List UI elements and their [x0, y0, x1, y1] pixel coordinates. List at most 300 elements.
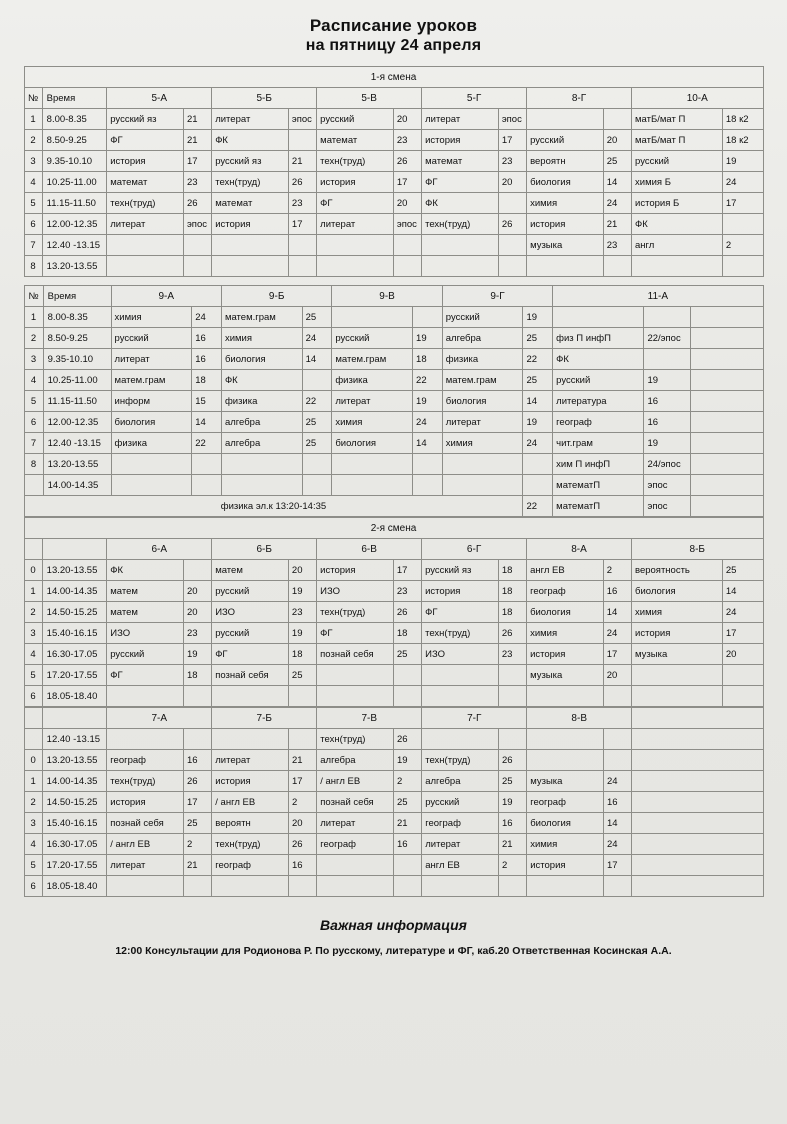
lesson-time: 14.00-14.35: [42, 581, 107, 602]
lesson-subject: [632, 665, 723, 686]
lesson-time: 8.00-8.35: [43, 307, 111, 328]
lesson-subject: [212, 256, 289, 277]
pad-cell: [632, 834, 763, 855]
lesson-subject: литерат: [332, 391, 413, 412]
lesson-subject: матем.грам: [221, 307, 302, 328]
lesson-room: [498, 235, 526, 256]
lesson-time: 13.20-13.55: [42, 560, 107, 581]
lesson-room: 17: [498, 130, 526, 151]
lesson-subject: алгебра: [221, 433, 302, 454]
lesson-subject: ФК: [221, 370, 302, 391]
class-header-5a: 5-А: [107, 88, 212, 109]
class-header-6b: 6-Б: [212, 539, 317, 560]
lesson-room: [393, 686, 421, 707]
lesson-room: 20: [183, 602, 211, 623]
lesson-room: 16: [192, 349, 222, 370]
lesson-time: 9.35-10.10: [42, 151, 107, 172]
lesson-room: 25: [302, 412, 332, 433]
lesson-subject: / англ ЕВ: [107, 834, 184, 855]
lesson-subject: биология: [632, 581, 723, 602]
lesson-subject: математ: [107, 172, 184, 193]
lesson-number: 5: [24, 391, 43, 412]
lesson-subject: русский: [111, 328, 192, 349]
lesson-room: 21: [603, 214, 631, 235]
lesson-number: 7: [24, 235, 42, 256]
lesson-room: 21: [183, 109, 211, 130]
lesson-room: 16: [644, 391, 691, 412]
lesson-number: 2: [24, 130, 42, 151]
table-row: [24, 109, 763, 130]
lesson-room: 2: [393, 771, 421, 792]
lesson-subject: [332, 454, 413, 475]
lesson-room: 2: [603, 560, 631, 581]
lesson-subject: вероятность: [632, 560, 723, 581]
lesson-subject: [221, 475, 302, 496]
lesson-subject: географ: [527, 581, 604, 602]
class-header-row-4: [24, 708, 763, 729]
lesson-room: 26: [393, 729, 421, 750]
lesson-number: 1: [24, 307, 43, 328]
lesson-room: [393, 235, 421, 256]
schedule-table-shift2-senior: [24, 707, 764, 897]
lesson-room: [192, 454, 222, 475]
lesson-time: 14.00-14.35: [43, 475, 111, 496]
lesson-number: 4: [24, 834, 42, 855]
table-row: [24, 370, 763, 391]
table-row: [24, 433, 763, 454]
lesson-subject: алгебра: [317, 750, 394, 771]
lesson-subject: географ: [553, 412, 644, 433]
lesson-subject: познай себя: [317, 792, 394, 813]
pad-cell: [691, 349, 763, 370]
lesson-subject: техн(труд): [422, 214, 499, 235]
table-row: [24, 644, 763, 665]
class-header-6a: 6-А: [107, 539, 212, 560]
lesson-room: 26: [288, 834, 316, 855]
lesson-room: 17: [288, 214, 316, 235]
schedule-table-shift1-senior: [24, 285, 764, 517]
lesson-subject: чит.грам: [553, 433, 644, 454]
lesson-number: 3: [24, 349, 43, 370]
lesson-room: 22: [523, 349, 553, 370]
shift-header-row: [24, 67, 763, 88]
lesson-room: 14: [523, 391, 553, 412]
table-row: [24, 235, 763, 256]
lesson-number: 6: [24, 686, 42, 707]
class-header-pad: [632, 708, 763, 729]
lesson-room: [498, 256, 526, 277]
lesson-subject: ФК: [553, 349, 644, 370]
lesson-room: 23: [288, 193, 316, 214]
lesson-subject: русский: [317, 109, 394, 130]
table-row: [24, 581, 763, 602]
table-row: [24, 307, 763, 328]
lesson-subject: биология: [527, 602, 604, 623]
lesson-subject: история: [317, 560, 394, 581]
lesson-room: 21: [183, 130, 211, 151]
lesson-subject: [212, 729, 289, 750]
lesson-room: 25: [498, 771, 526, 792]
lesson-room: 17: [183, 151, 211, 172]
lesson-subject: [527, 876, 604, 897]
lesson-time: 16.30-17.05: [42, 834, 107, 855]
lesson-room: 19: [393, 750, 421, 771]
lesson-time: 10.25-11.00: [43, 370, 111, 391]
lesson-subject: техн(труд): [422, 623, 499, 644]
class-header-row-3: [24, 539, 763, 560]
lesson-room: 26: [393, 602, 421, 623]
lesson-room: 26: [498, 623, 526, 644]
lesson-room: 19: [413, 328, 443, 349]
lesson-time: 14.00-14.35: [42, 771, 107, 792]
lesson-subject: русский: [442, 307, 523, 328]
lesson-room: 20: [498, 172, 526, 193]
lesson-room: [288, 686, 316, 707]
lesson-room: 22/эпос: [644, 328, 691, 349]
lesson-subject: техн(труд): [422, 750, 499, 771]
lesson-subject: музыка: [632, 644, 723, 665]
lesson-room: эпос: [183, 214, 211, 235]
lesson-time: 15.40-16.15: [42, 623, 107, 644]
lesson-subject: [332, 475, 413, 496]
lesson-room: [183, 235, 211, 256]
class-header-6v: 6-В: [317, 539, 422, 560]
lesson-room: 16: [192, 328, 222, 349]
lesson-room: 19: [288, 581, 316, 602]
lesson-room: [183, 256, 211, 277]
lesson-subject: матем: [107, 602, 184, 623]
lesson-subject: ФГ: [422, 172, 499, 193]
extra-subject: математП: [553, 496, 644, 517]
lesson-room: 25: [288, 665, 316, 686]
lesson-subject: ФК: [422, 193, 499, 214]
class-header-7g: 7-Г: [422, 708, 527, 729]
lesson-room: 16: [603, 581, 631, 602]
lesson-number: 8: [24, 256, 42, 277]
header-num-3: [24, 539, 42, 560]
class-header-9v: 9-В: [332, 286, 442, 307]
lesson-subject: матем.грам: [332, 349, 413, 370]
lesson-subject: / англ ЕВ: [212, 792, 289, 813]
lesson-room: 24/эпос: [644, 454, 691, 475]
pad-cell: [691, 475, 763, 496]
lesson-subject: биология: [111, 412, 192, 433]
lesson-room: [288, 256, 316, 277]
lesson-subject: географ: [422, 813, 499, 834]
table-row: [24, 665, 763, 686]
lesson-subject: биология: [527, 813, 604, 834]
extra-room: эпос: [644, 496, 691, 517]
lesson-room: [184, 729, 212, 750]
elective-room: 22: [523, 496, 553, 517]
lesson-subject: химия Б: [632, 172, 723, 193]
lesson-subject: ФГ: [107, 130, 184, 151]
lesson-subject: [422, 665, 499, 686]
lesson-room: 14: [413, 433, 443, 454]
lesson-time: 8.50-9.25: [42, 130, 107, 151]
lesson-subject: [107, 686, 184, 707]
title-line-1: Расписание уроков: [309, 16, 478, 35]
table-row: [24, 686, 763, 707]
lesson-room: 14: [603, 172, 631, 193]
lesson-number: 2: [24, 792, 42, 813]
lesson-subject: химия: [632, 602, 723, 623]
lesson-room: 23: [603, 235, 631, 256]
lesson-subject: биология: [527, 172, 604, 193]
lesson-subject: биология: [332, 433, 413, 454]
lesson-subject: химия: [332, 412, 413, 433]
lesson-time: 18.05-18.40: [42, 876, 107, 897]
lesson-time: 13.20-13.55: [43, 454, 111, 475]
lesson-room: 22: [302, 391, 332, 412]
lesson-room: 21: [498, 834, 526, 855]
lesson-room: 17: [603, 644, 631, 665]
lesson-subject: географ: [212, 855, 289, 876]
table-row: [24, 560, 763, 581]
lesson-room: 25: [184, 813, 212, 834]
lesson-room: 22: [413, 370, 443, 391]
lesson-subject: литерат: [317, 813, 394, 834]
lesson-subject: вероятн: [527, 151, 604, 172]
lesson-subject: [317, 665, 394, 686]
lesson-subject: физика: [111, 433, 192, 454]
lesson-room: 26: [498, 750, 526, 771]
lesson-room: [192, 475, 222, 496]
lesson-room: 2: [498, 855, 526, 876]
lesson-room: 14: [722, 581, 763, 602]
lesson-subject: алгебра: [442, 328, 523, 349]
lesson-subject: техн(труд): [212, 172, 289, 193]
lesson-subject: матем: [107, 581, 184, 602]
lesson-subject: ФК: [107, 560, 184, 581]
lesson-room: [302, 454, 332, 475]
lesson-room: 16: [288, 855, 316, 876]
lesson-room: [413, 307, 443, 328]
lesson-time: 12.40 -13.15: [43, 433, 111, 454]
lesson-subject: история: [317, 172, 394, 193]
class-header-8v: 8-В: [527, 708, 632, 729]
pad-cell: [632, 855, 763, 876]
lesson-room: [393, 665, 421, 686]
lesson-room: [603, 109, 631, 130]
lesson-room: [722, 665, 763, 686]
lesson-room: 20: [603, 130, 631, 151]
lesson-room: 26: [183, 193, 211, 214]
lesson-subject: [527, 686, 604, 707]
lesson-subject: история: [527, 214, 604, 235]
lesson-subject: [422, 235, 499, 256]
lesson-room: 19: [413, 391, 443, 412]
lesson-subject: [553, 307, 644, 328]
lesson-subject: литература: [553, 391, 644, 412]
table-row: [24, 792, 763, 813]
block1-body: [24, 109, 763, 277]
lesson-room: 14: [603, 602, 631, 623]
lesson-subject: матем: [212, 560, 289, 581]
lesson-number: 5: [24, 855, 42, 876]
lesson-subject: [107, 256, 184, 277]
lesson-room: 20: [288, 560, 316, 581]
lesson-subject: литерат: [107, 855, 184, 876]
class-header-8a: 8-А: [527, 539, 632, 560]
lesson-subject: история: [107, 151, 184, 172]
lesson-room: 19: [523, 412, 553, 433]
lesson-subject: [422, 729, 499, 750]
lesson-subject: [442, 475, 523, 496]
lesson-room: [288, 235, 316, 256]
lesson-subject: информ: [111, 391, 192, 412]
lesson-room: 19: [288, 623, 316, 644]
lesson-room: 21: [288, 151, 316, 172]
lesson-subject: математ: [317, 130, 394, 151]
table-row: [24, 349, 763, 370]
lesson-room: 18 к2: [722, 109, 763, 130]
lesson-subject: русский: [212, 581, 289, 602]
lesson-subject: [107, 876, 184, 897]
lesson-room: [302, 475, 332, 496]
header-time-4: [42, 708, 107, 729]
lesson-subject: ФК: [632, 214, 723, 235]
lesson-subject: музыка: [527, 235, 604, 256]
lesson-number: 1: [24, 771, 42, 792]
lesson-room: [288, 130, 316, 151]
table-row: [24, 412, 763, 433]
lesson-subject: русский: [527, 130, 604, 151]
lesson-room: 2: [184, 834, 212, 855]
lesson-subject: русский яз: [107, 109, 184, 130]
lesson-subject: / англ ЕВ: [317, 771, 394, 792]
lesson-subject: математ: [422, 151, 499, 172]
lesson-subject: физика: [332, 370, 413, 391]
lesson-room: [644, 349, 691, 370]
lesson-room: 18 к2: [722, 130, 763, 151]
lesson-subject: [212, 876, 289, 897]
lesson-room: [523, 454, 553, 475]
header-time-2: Время: [43, 286, 111, 307]
lesson-time: 18.05-18.40: [42, 686, 107, 707]
lesson-room: [722, 214, 763, 235]
lesson-time: 12.00-12.35: [42, 214, 107, 235]
lesson-room: 20: [393, 193, 421, 214]
lesson-subject: [212, 686, 289, 707]
lesson-subject: вероятн: [212, 813, 289, 834]
lesson-subject: [527, 109, 604, 130]
lesson-room: 23: [393, 581, 421, 602]
lesson-subject: [442, 454, 523, 475]
lesson-time: 17.20-17.55: [42, 855, 107, 876]
lesson-room: 20: [722, 644, 763, 665]
lesson-room: 24: [722, 602, 763, 623]
table-row: [24, 771, 763, 792]
lesson-subject: техн(труд): [107, 771, 184, 792]
lesson-room: 17: [722, 193, 763, 214]
lesson-room: 25: [722, 560, 763, 581]
lesson-number: 1: [24, 109, 42, 130]
lesson-number: 6: [24, 876, 42, 897]
lesson-room: 24: [192, 307, 222, 328]
lesson-room: 25: [302, 307, 332, 328]
lesson-subject: матем.грам: [111, 370, 192, 391]
lesson-subject: [317, 256, 394, 277]
class-header-11a: 11-А: [553, 286, 763, 307]
pad-cell: [691, 412, 763, 433]
table-row: [24, 834, 763, 855]
shift-label-first: 1-я смена: [24, 67, 763, 88]
lesson-room: [393, 855, 421, 876]
lesson-subject: [632, 686, 723, 707]
lesson-subject: ИЗО: [107, 623, 184, 644]
lesson-subject: химия: [111, 307, 192, 328]
footer-title: Важная информация: [320, 917, 467, 933]
lesson-subject: история Б: [632, 193, 723, 214]
class-header-7b: 7-Б: [212, 708, 317, 729]
lesson-subject: географ: [107, 750, 184, 771]
lesson-subject: литерат: [442, 412, 523, 433]
lesson-subject: техн(труд): [107, 193, 184, 214]
lesson-subject: ФГ: [317, 193, 394, 214]
lesson-subject: [221, 454, 302, 475]
lesson-subject: ФГ: [422, 602, 499, 623]
pad-cell: [691, 307, 763, 328]
lesson-time: 12.40 -13.15: [42, 729, 107, 750]
class-header-10a: 10-А: [632, 88, 763, 109]
lesson-subject: [107, 729, 184, 750]
class-header-5v: 5-В: [317, 88, 422, 109]
shift-label-second: 2-я смена: [24, 518, 763, 539]
lesson-room: 23: [288, 602, 316, 623]
lesson-subject: русский: [632, 151, 723, 172]
class-header-8b: 8-Б: [632, 539, 763, 560]
lesson-subject: [317, 876, 394, 897]
lesson-subject: литерат: [212, 750, 289, 771]
lesson-subject: литерат: [422, 834, 499, 855]
lesson-subject: русский яз: [422, 560, 499, 581]
lesson-time: 10.25-11.00: [42, 172, 107, 193]
lesson-subject: русский: [553, 370, 644, 391]
lesson-room: [393, 876, 421, 897]
elective-row: [24, 496, 763, 517]
lesson-subject: техн(труд): [317, 602, 394, 623]
lesson-time: 11.15-11.50: [43, 391, 111, 412]
lesson-subject: история: [527, 644, 604, 665]
lesson-room: [288, 876, 316, 897]
table-row: [24, 193, 763, 214]
footer-note: 12:00 Консультации для Родионова Р. По русскому, литературе и ФГ, каб.20 Ответственная Косинская А.А.: [115, 945, 672, 957]
lesson-number: 6: [24, 214, 42, 235]
block2-body: [24, 307, 763, 496]
lesson-room: [644, 307, 691, 328]
lesson-subject: техн(труд): [212, 834, 289, 855]
lesson-time: 8.50-9.25: [43, 328, 111, 349]
lesson-room: 20: [393, 109, 421, 130]
lesson-room: 18: [413, 349, 443, 370]
class-header-9a: 9-А: [111, 286, 221, 307]
lesson-subject: литерат: [422, 109, 499, 130]
lesson-room: 2: [288, 792, 316, 813]
lesson-subject: [317, 855, 394, 876]
pad-cell: [691, 454, 763, 475]
lesson-subject: алгебра: [221, 412, 302, 433]
lesson-room: 15: [192, 391, 222, 412]
lesson-room: 19: [523, 307, 553, 328]
lesson-number: 4: [24, 644, 42, 665]
pad-cell: [632, 792, 763, 813]
lesson-subject: литерат: [107, 214, 184, 235]
page-title: [0, 0, 787, 56]
lesson-room: 26: [393, 151, 421, 172]
lesson-subject: [527, 750, 604, 771]
lesson-subject: [107, 235, 184, 256]
